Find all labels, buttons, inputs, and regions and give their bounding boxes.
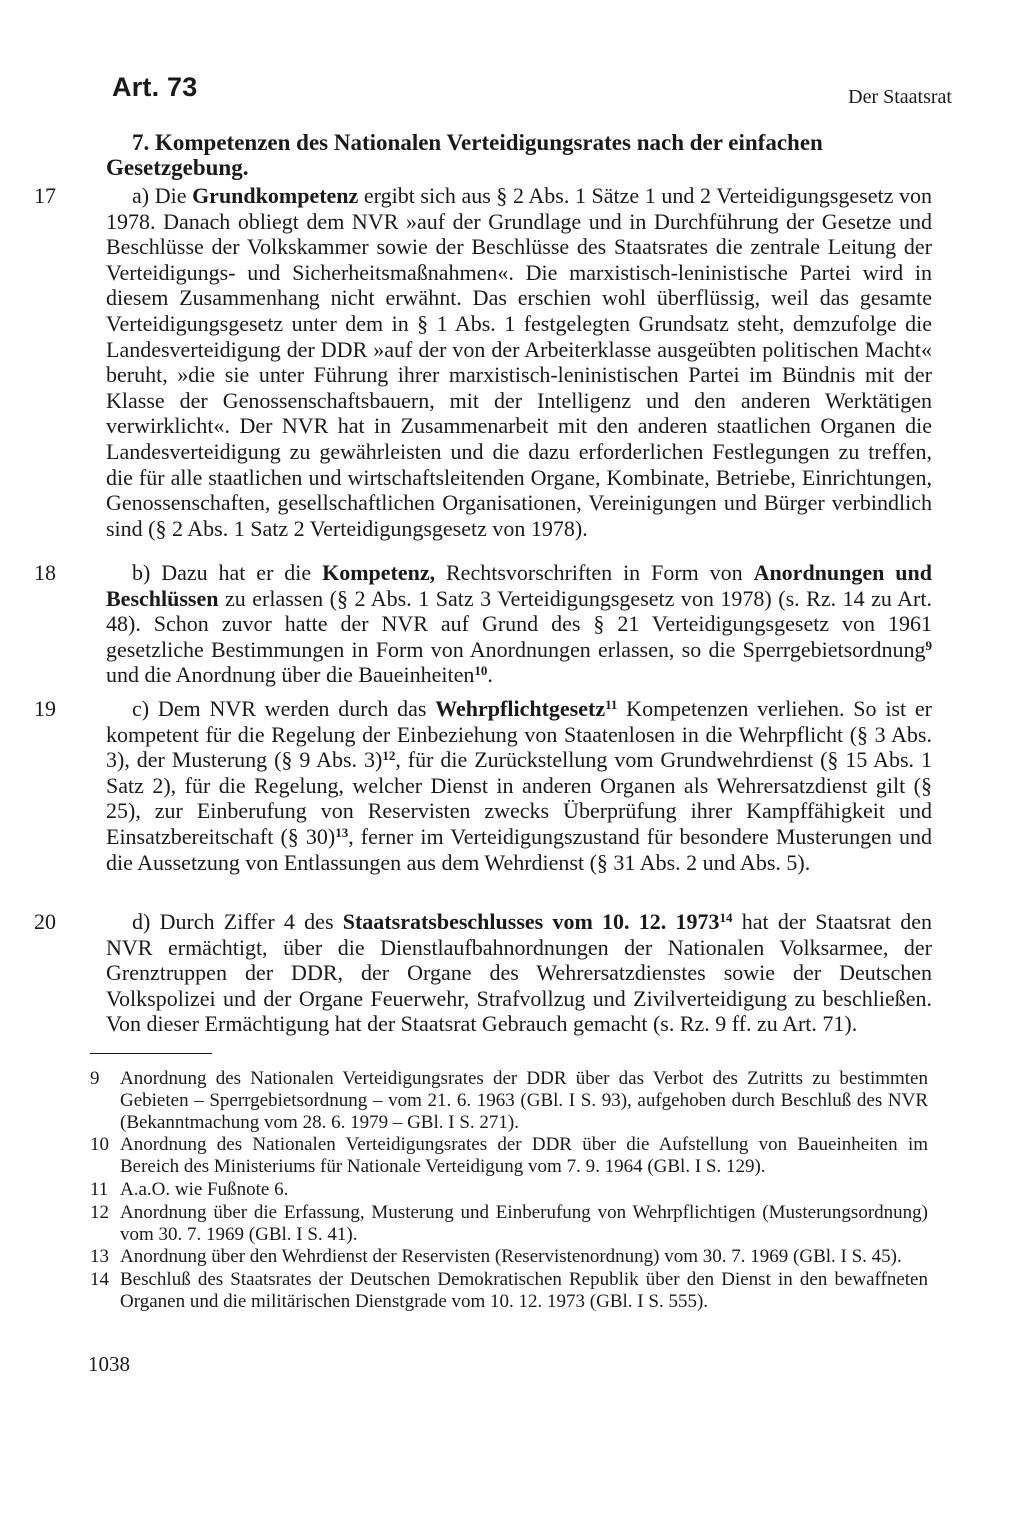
emphasis: Staatsratsbeschlusses vom 10. 12. 1973 xyxy=(342,909,720,934)
paragraph-text: Kompetenzen verliehen. So ist er kompetent für die Regelung der Einbeziehung von Staatenlosen in die Wehrpflicht (§ 3 Abs. 3), der Musterung (§ 9 Abs. 3) xyxy=(106,696,932,773)
footnote-ref-13[interactable]: 13 xyxy=(335,824,349,840)
footnote-text: Beschluß des Staatsrates der Deutschen Demokratischen Republik über den Dienst in den bewaffneten Organen und die militärischen Dienstgrade vom 10. 12. 1973 (GBl. I S. 555). xyxy=(120,1269,928,1312)
paragraph-text: d) Durch Ziffer 4 des xyxy=(132,909,343,934)
footnote-number: 12 xyxy=(90,1201,109,1223)
footnote-14 xyxy=(90,1269,928,1313)
footnote-separator xyxy=(90,1053,212,1054)
paragraph-text: , für die Zurückstellung vom Grundwehrdienst (§ 15 Abs. 1 Satz 2), für die Regelung, welcher Dienst in anderen Organen als Wehrersatzdienst gilt (§ 25), zur Einberufung von Reservisten zwecks Überprüfung ihrer Kampffähigkeit und Einsatzbereitschaft (§ 30) xyxy=(106,747,932,849)
footnote-11 xyxy=(90,1179,928,1201)
paragraph-text: Rechtsvorschriften in Form von xyxy=(435,560,754,585)
footnote-number: 13 xyxy=(90,1246,109,1268)
footnote-13 xyxy=(90,1246,928,1268)
footnote-ref-9[interactable]: 9 xyxy=(925,637,932,653)
footnote-number: 9 xyxy=(90,1068,100,1089)
footnote-10 xyxy=(90,1134,928,1178)
footnote-text: Anordnung des Nationalen Verteidigungsrates der DDR über das Verbot des Zutritts zu bestimmten Gebieten – Sperrgebietsordnung – vom 21. 6. 1963 (GBl. I S. 93), aufgehoben durch Beschluß des NVR (Bekanntmachung vom 28. 6. 1979 – GBl. I S. 271). xyxy=(120,1068,928,1133)
paragraph-text: hat der Staatsrat den NVR ermächtigt, über die Dienstlaufbahnordnungen der Nationalen Volksarmee, der Grenztruppen der DDR, der Organe des Wehrersatzdienstes sowie der Deutschen Volkspolizei und der Organe Feuerwehr, Strafvollzug und Zivilverteidigung zu beschließen. Von dieser Ermächtigung hat der Staatsrat Gebrauch gemacht (s. Rz. 9 ff. zu Art. 71). xyxy=(106,909,932,1037)
margin-number-17: 17 xyxy=(34,183,56,208)
footnotes xyxy=(90,1068,928,1314)
paragraph-18 xyxy=(106,560,932,688)
paragraph-text: a) Die xyxy=(132,183,193,208)
margin-number-19: 19 xyxy=(34,696,56,721)
page-number: 1038 xyxy=(88,1352,130,1376)
paragraph-text: . xyxy=(487,662,493,688)
paragraph-20 xyxy=(106,909,932,1037)
emphasis: Grundkompetenz xyxy=(192,183,359,208)
paragraph-text: zu erlassen (§ 2 Abs. 1 Satz 3 Verteidigungsgesetz von 1978) (s. Rz. 14 zu Art. 48). Schon zuvor hatte der NVR auf Grund des § 21 Verteidigungsgesetz von 1961 gesetzliche Bestimmungen in Form von Anordnungen erlassen, so die Sperrgebietsordnung xyxy=(106,585,932,662)
emphasis: Anordnungen und Beschlüssen xyxy=(106,560,932,611)
footnote-12 xyxy=(90,1202,928,1246)
section-heading: 7. Kompetenzen des Nationalen Verteidigungsrates nach der einfachen Gesetzgebung. xyxy=(106,130,823,180)
paragraph-text: , ferner im Verteidigungszustand für besondere Musterungen und die Aussetzung von Entlassungen aus dem Wehrdienst (§ 31 Abs. 2 und Abs. 5). xyxy=(106,823,933,875)
footnote-text: Anordnung über die Erfassung, Musterung und Einberufung von Wehrpflichtigen (Musterungsordnung) vom 30. 7. 1969 (GBl. I S. 41). xyxy=(120,1201,928,1245)
margin-number-20: 20 xyxy=(34,909,56,934)
footnote-text: A.a.O. wie Fußnote 6. xyxy=(120,1178,289,1200)
footnote-number: 14 xyxy=(90,1269,109,1291)
article-label: Art. 73 xyxy=(112,72,198,102)
paragraph-text: und die Anordnung über die Baueinheiten xyxy=(106,662,475,688)
paragraph-17 xyxy=(106,183,932,541)
footnote-text: Anordnung über den Wehrdienst der Reservisten (Reservistenordnung) vom 30. 7. 1969 (GBl. I S. 45). xyxy=(120,1246,902,1268)
footnote-ref-14[interactable]: 14 xyxy=(719,910,733,925)
footnote-number: 11 xyxy=(90,1178,109,1200)
footnote-number: 10 xyxy=(90,1134,109,1156)
emphasis: Wehrpflichtgesetz xyxy=(435,696,606,721)
footnote-9 xyxy=(90,1068,928,1133)
footnote-ref-12[interactable]: 12 xyxy=(382,748,396,764)
margin-number-18: 18 xyxy=(34,560,56,585)
running-head: Der Staatsrat xyxy=(848,86,952,108)
emphasis: Kompetenz, xyxy=(322,560,436,585)
footnote-ref-10[interactable]: 10 xyxy=(474,663,488,679)
paragraph-text: ergibt sich aus § 2 Abs. 1 Sätze 1 und 2 Verteidigungsgesetz von 1978. Danach obliegt dem NVR »auf der Grundlage und in Durchführung der Gesetze und Beschlüsse der Volkskammer sowie der Beschlüsse des Staatsrates die zentrale Leitung der Verteidigungs- und Sicherheitsmaßnahmen«. Die marxistisch-leninistische Partei wird in diesem Zusammenhang nicht erwähnt. Das erschien wohl überflüssig, weil das gesamte Verteidigungsgesetz unter dem in § 1 Abs. 1 festgelegten Grundsatz steht, demzufolge die Landesverteidigung der DDR »auf der von der Arbeiterklasse ausgeübten politischen Macht« beruht, »die sie unter Führung ihrer marxistisch-leninistischen Partei im Bündnis mit der Klasse der Genossenschaftsbauern, mit der Intelligenz und den anderen Werktätigen verwirklicht«. Der NVR hat in Zusammenarbeit mit den anderen staatlichen Organen die Landesverteidigung zu gewährleisten und die dazu erforderlichen Festlegungen zu treffen, die für alle staatlichen und wirtschaftsleitenden Organe, Kombinate, Betriebe, Einrichtungen, Genossenschaften, gesellschaftlichen Organisationen, Vereinigungen und Bürger verbindlich sind (§ 2 Abs. 1 Satz 2 Verteidigungsgesetz von 1978). xyxy=(106,183,932,541)
footnote-ref-11[interactable]: 11 xyxy=(605,697,618,712)
paragraph-text: c) Dem NVR werden durch das xyxy=(132,696,436,721)
paragraph-19 xyxy=(106,696,932,875)
footnote-text: Anordnung des Nationalen Verteidigungsrates der DDR über die Aufstellung von Baueinheiten im Bereich des Ministeriums für Nationale Verteidigung vom 7. 9. 1964 (GBl. I S. 129). xyxy=(120,1134,928,1178)
paragraph-text: b) Dazu hat er die xyxy=(132,560,323,585)
